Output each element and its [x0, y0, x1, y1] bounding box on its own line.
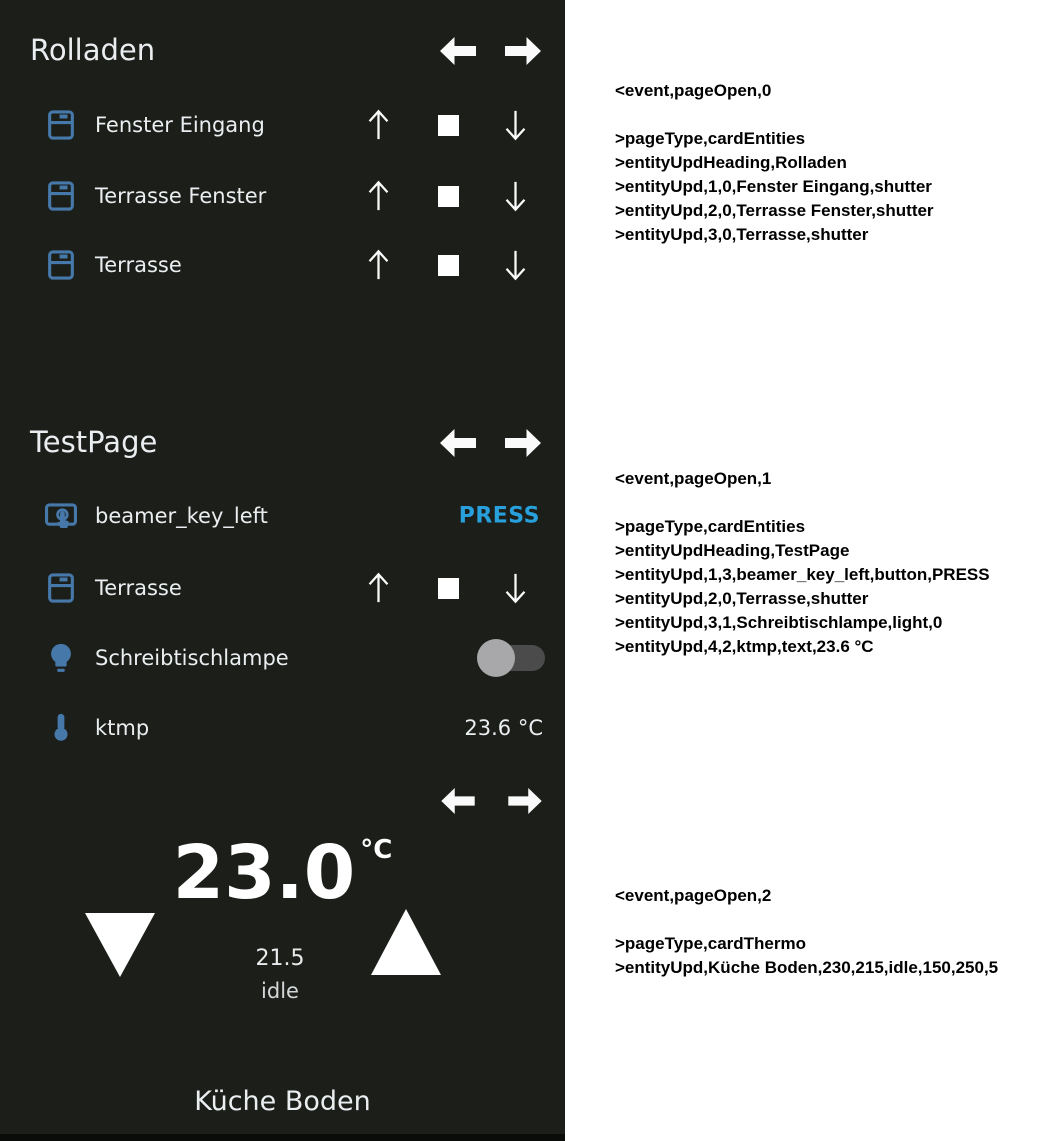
log-block-page1 [615, 467, 1045, 659]
log-line: >entityUpd,1,0,Fenster Eingang,shutter [615, 177, 932, 196]
entity-label: Schreibtischlampe [95, 646, 289, 670]
log-line: >entityUpd,2,0,Terrasse,shutter [615, 589, 869, 608]
page-next-arrow-icon[interactable] [508, 788, 542, 814]
hvac-state: idle [261, 979, 299, 1003]
page-prev-arrow-icon[interactable] [440, 429, 476, 457]
toggle-knob [477, 639, 515, 677]
shutter-down-button[interactable] [493, 566, 537, 610]
log-line: <event,pageOpen,1 [615, 469, 772, 488]
window-shutter-icon [44, 248, 78, 282]
temperature-unit: °C [360, 835, 393, 865]
entity-label: Fenster Eingang [95, 113, 265, 137]
shutter-up-button[interactable] [356, 243, 400, 287]
entity-label: Terrasse [95, 576, 182, 600]
shutter-stop-button[interactable] [426, 103, 470, 147]
page-title-testpage: TestPage [30, 425, 158, 459]
log-line: >entityUpd,3,0,Terrasse,shutter [615, 225, 869, 244]
page-prev-arrow-icon[interactable] [441, 788, 475, 814]
shutter-stop-button[interactable] [426, 566, 470, 610]
entity-row-fenster-eingang [0, 103, 565, 147]
entity-label: Terrasse Fenster [95, 184, 267, 208]
log-line: >entityUpdHeading,TestPage [615, 541, 850, 560]
log-line: >entityUpdHeading,Rolladen [615, 153, 847, 172]
stop-square-icon [438, 186, 459, 207]
window-shutter-icon [44, 108, 78, 142]
log-line: >pageType,cardThermo [615, 934, 806, 953]
panel-bottom-strip [0, 1134, 565, 1141]
thermometer-icon [44, 711, 78, 745]
shutter-down-button[interactable] [493, 103, 537, 147]
press-button[interactable]: PRESS [458, 503, 540, 529]
target-temperature: 21.5 [255, 946, 305, 971]
entity-label: beamer_key_left [95, 504, 268, 528]
stop-square-icon [438, 115, 459, 136]
log-block-page0 [615, 79, 1045, 247]
shutter-stop-button[interactable] [426, 243, 470, 287]
log-line: >pageType,cardEntities [615, 129, 806, 148]
window-shutter-icon [44, 179, 78, 213]
entity-row-terrasse [0, 243, 565, 287]
log-line: <event,pageOpen,0 [615, 81, 772, 100]
current-temperature [115, 830, 445, 916]
entity-row-ktmp [0, 706, 565, 750]
log-line: >entityUpd,1,3,beamer_key_left,button,PRESS [615, 565, 990, 584]
entity-row-terrasse-fenster [0, 174, 565, 218]
page-next-arrow-icon[interactable] [505, 429, 541, 457]
log-line: >entityUpd,2,0,Terrasse Fenster,shutter [615, 201, 934, 220]
shutter-up-button[interactable] [356, 174, 400, 218]
log-line: >entityUpd,3,1,Schreibtischlampe,light,0 [615, 613, 943, 632]
entity-label: ktmp [95, 716, 150, 740]
entity-row-schreibtischlampe [0, 636, 565, 680]
stop-square-icon [438, 255, 459, 276]
entity-row-terrasse-2 [0, 566, 565, 610]
log-block-page2 [615, 884, 1045, 980]
light-toggle-off[interactable] [477, 639, 545, 677]
thermostat-name: Küche Boden [194, 1086, 371, 1117]
log-line: >pageType,cardEntities [615, 517, 806, 536]
text-entity-value: 23.6 °C [464, 716, 543, 740]
log-line: >entityUpd,Küche Boden,230,215,idle,150,250,5 [615, 958, 999, 977]
log-line: <event,pageOpen,2 [615, 886, 772, 905]
gesture-tap-button-icon [44, 499, 78, 533]
shutter-up-button[interactable] [356, 566, 400, 610]
log-line: >entityUpd,4,2,ktmp,text,23.6 °C [615, 637, 874, 656]
shutter-down-button[interactable] [493, 174, 537, 218]
current-temperature-value: 23.0 [172, 830, 356, 916]
stop-square-icon [438, 578, 459, 599]
lightbulb-icon [44, 641, 78, 675]
page-title-rolladen: Rolladen [30, 33, 156, 67]
log-gap [615, 491, 1045, 515]
shutter-up-button[interactable] [356, 103, 400, 147]
shutter-stop-button[interactable] [426, 174, 470, 218]
entity-label: Terrasse [95, 253, 182, 277]
page-next-arrow-icon[interactable] [505, 37, 541, 65]
shutter-down-button[interactable] [493, 243, 537, 287]
log-gap [615, 103, 1045, 127]
log-gap [615, 908, 1045, 932]
window-shutter-icon [44, 571, 78, 605]
entity-row-beamer-key-left [0, 494, 565, 538]
page-prev-arrow-icon[interactable] [440, 37, 476, 65]
